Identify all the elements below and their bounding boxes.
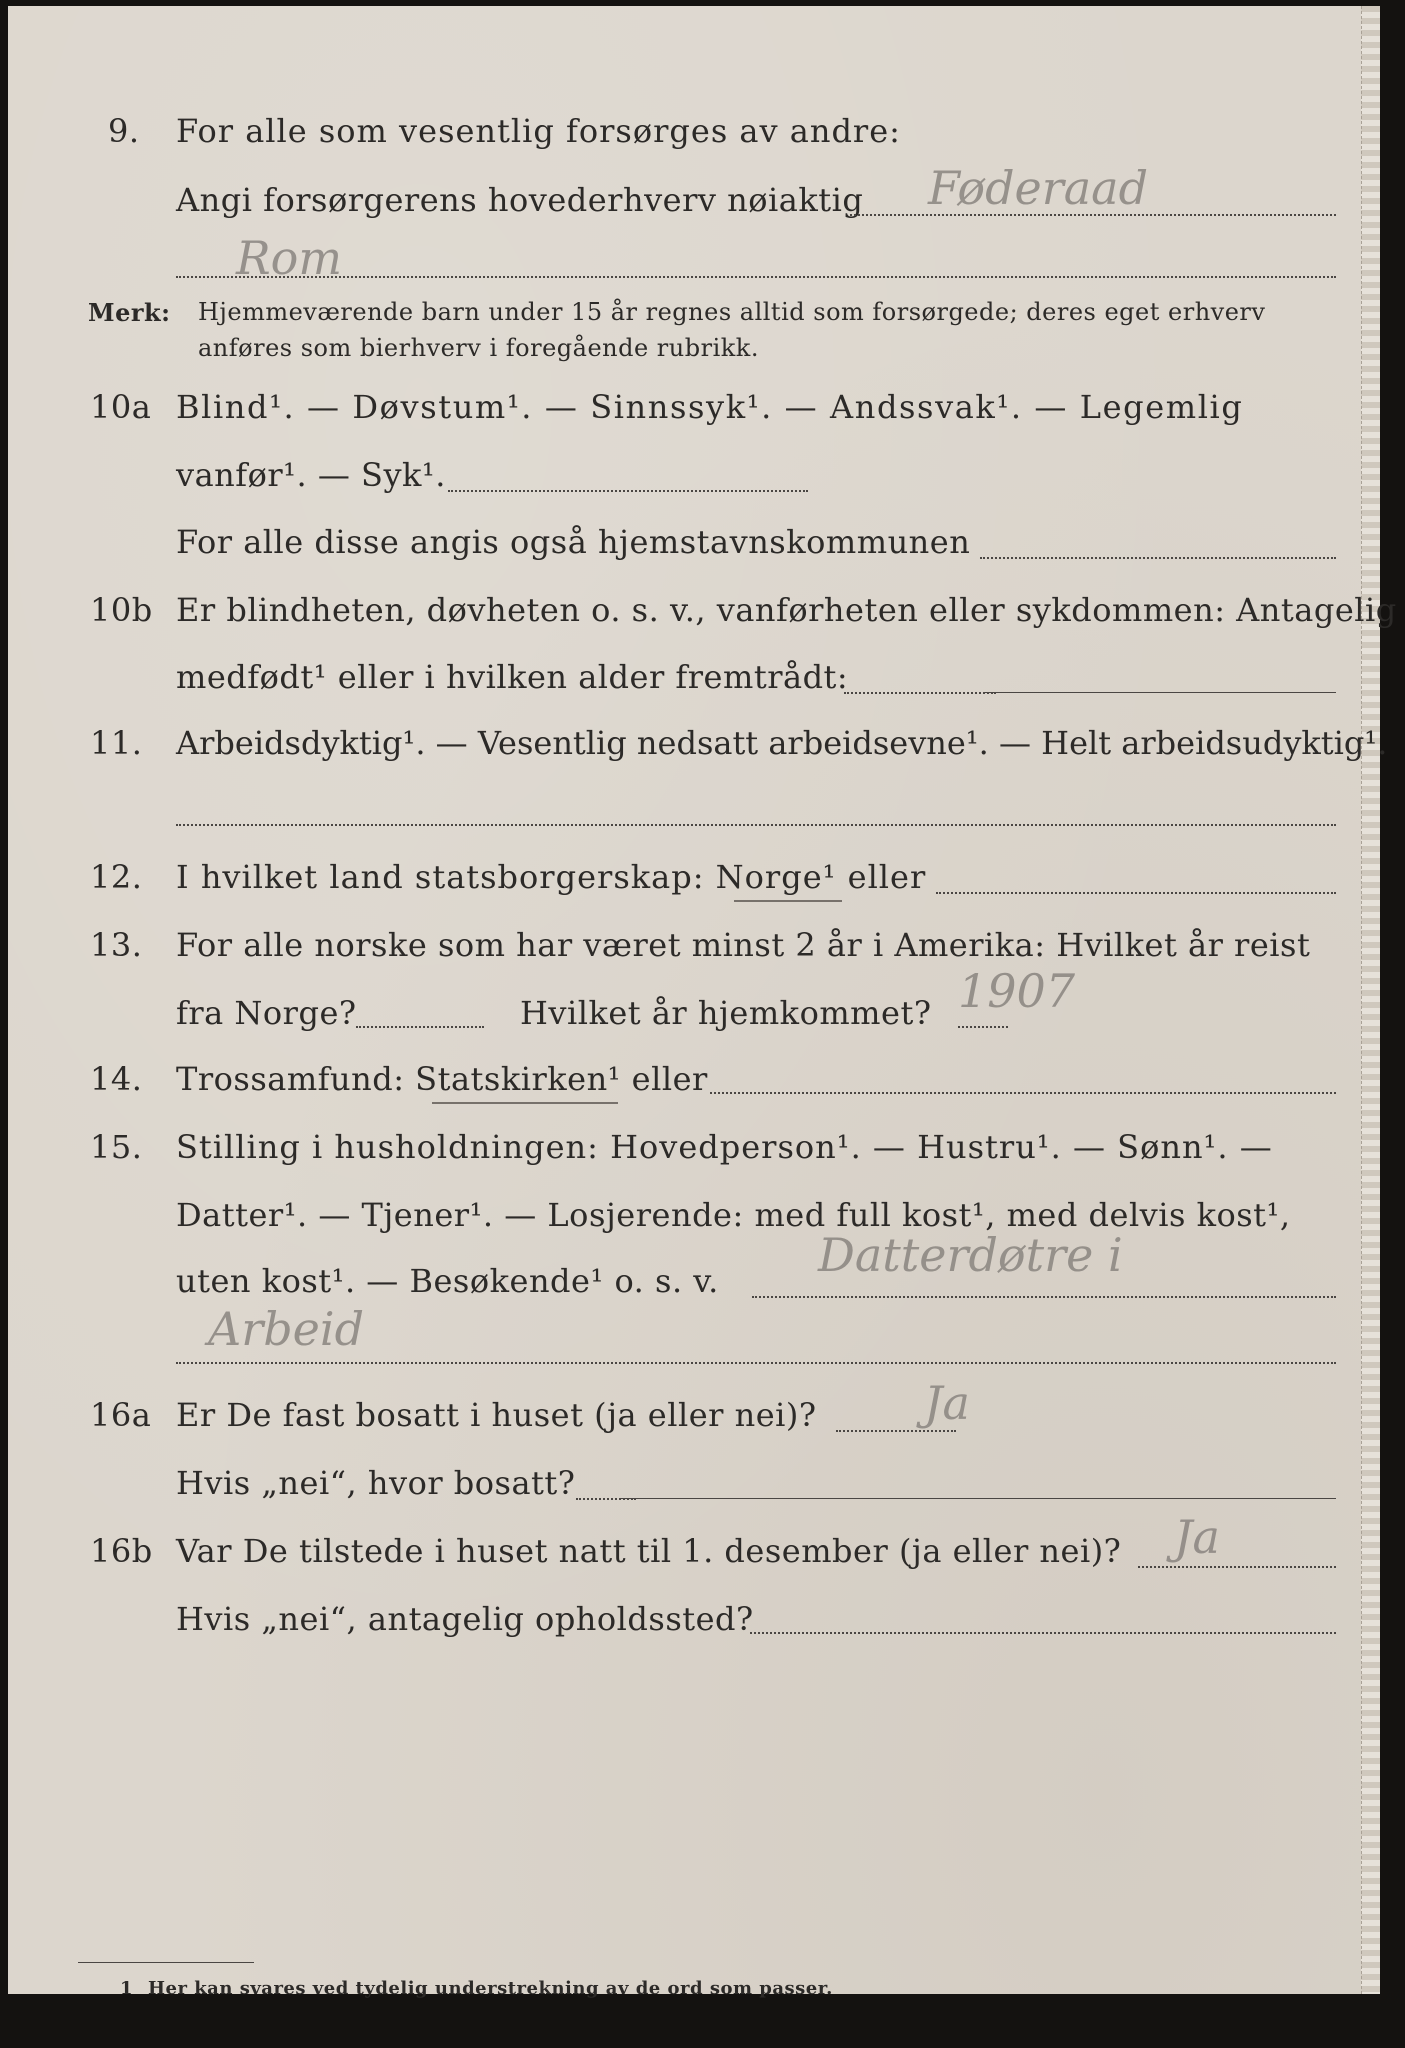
section-12-number: 12. bbox=[90, 858, 143, 896]
section-10b-answer-rule bbox=[984, 692, 1336, 693]
section-15-answer-line-1 bbox=[752, 1296, 1336, 1298]
section-9-line-2: Angi forsørgerens hovederhverv nøiaktig bbox=[176, 181, 864, 219]
section-16b-line-2: Hvis „nei“, antagelig opholdssted? bbox=[176, 1600, 754, 1638]
footnote-rule bbox=[78, 1962, 254, 1963]
section-15-line-2: Datter¹. — Tjener¹. — Losjerende: med full kost¹, med delvis kost¹, bbox=[176, 1196, 1291, 1234]
section-16a-line-2: Hvis „nei“, hvor bosatt? bbox=[176, 1464, 576, 1502]
section-15-handwriting-2: Arbeid bbox=[208, 1302, 365, 1356]
section-10a-number: 10a bbox=[90, 388, 152, 426]
norge-underline bbox=[734, 900, 842, 902]
section-14-number: 14. bbox=[90, 1060, 143, 1098]
section-9-line-1: For alle som vesentlig forsørges av andre: bbox=[176, 112, 901, 150]
section-13-line-1: For alle norske som har været minst 2 år i Amerika: Hvilket år reist bbox=[176, 926, 1311, 964]
section-11-number: 11. bbox=[90, 724, 143, 762]
section-13-line-2b: Hvilket år hjemkommet? bbox=[520, 994, 932, 1032]
section-13-line-2a: fra Norge? bbox=[176, 994, 357, 1032]
perforated-edge bbox=[1361, 6, 1380, 1994]
section-10b-line-2: medfødt¹ eller i hvilken alder fremtrådt: bbox=[176, 658, 849, 696]
section-16a-number: 16a bbox=[90, 1396, 152, 1434]
statskirken-underline bbox=[432, 1102, 618, 1104]
section-12-answer-line bbox=[936, 892, 1336, 894]
section-15-line-1: Stilling i husholdningen: Hovedperson¹. — Hustru¹. — Sønn¹. — bbox=[176, 1128, 1273, 1166]
section-10a-answer-line-1 bbox=[448, 490, 808, 492]
section-10b-answer-line bbox=[844, 692, 996, 694]
section-10a-answer-line-2 bbox=[980, 557, 1336, 559]
section-10a-line-3: For alle disse angis også hjemstavnskommunen bbox=[176, 523, 971, 561]
census-form-page bbox=[8, 6, 1397, 1999]
section-13-reist-answer-line bbox=[356, 1026, 484, 1028]
footnote-text: Her kan svares ved tydelig understrekning av de ord som passer. bbox=[148, 1978, 833, 1999]
section-12-line-1: I hvilket land statsborgerskap: Norge¹ eller bbox=[176, 858, 927, 896]
section-10a-line-2: vanfør¹. — Syk¹. bbox=[176, 456, 446, 494]
section-16a-answer-rule bbox=[620, 1498, 1336, 1499]
merk-line-1: Hjemmeværende barn under 15 år regnes alltid som forsørgede; deres eget erhverv bbox=[198, 298, 1266, 326]
section-11-answer-line bbox=[176, 824, 1336, 826]
section-10b-number: 10b bbox=[90, 591, 153, 629]
section-10b-line-1: Er blindheten, døvheten o. s. v., vanførheten eller sykdommen: Antagelig bbox=[176, 591, 1397, 629]
merk-line-2: anføres som bierhverv i foregående rubrikk. bbox=[198, 334, 759, 362]
section-13-handwriting: 1907 bbox=[958, 964, 1076, 1018]
section-14-answer-line bbox=[710, 1092, 1336, 1094]
merk-label: Merk: bbox=[88, 298, 171, 327]
section-10a-line-1: Blind¹. — Døvstum¹. — Sinnssyk¹. — Andssvak¹. — Legemlig bbox=[176, 388, 1244, 426]
section-9-answer-line-2 bbox=[176, 276, 1336, 278]
section-11-line-1: Arbeidsdyktig¹. — Vesentlig nedsatt arbeidsevne¹. — Helt arbeidsudyktig¹. bbox=[176, 724, 1388, 762]
section-16b-line-1: Var De tilstede i huset natt til 1. desember (ja eller nei)? bbox=[176, 1532, 1122, 1570]
section-9-handwriting-2: Rom bbox=[236, 231, 342, 285]
section-15-line-3: uten kost¹. — Besøkende¹ o. s. v. bbox=[176, 1262, 719, 1300]
section-15-number: 15. bbox=[90, 1128, 143, 1166]
section-16b-answer-line-2 bbox=[750, 1632, 1336, 1634]
section-9-number: 9. bbox=[108, 112, 140, 150]
section-16b-number: 16b bbox=[90, 1532, 153, 1570]
section-13-number: 13. bbox=[90, 926, 143, 964]
footnote-mark: 1 bbox=[120, 1978, 134, 1999]
section-15-handwriting-1: Datterdøtre i bbox=[818, 1228, 1123, 1282]
section-13-hjemkommet-answer-line bbox=[958, 1026, 1008, 1028]
section-14-line-1: Trossamfund: Statskirken¹ eller bbox=[176, 1060, 708, 1098]
section-9-handwriting-1: Føderaad bbox=[928, 161, 1149, 215]
section-16a-answer-line-1 bbox=[836, 1430, 956, 1432]
section-16a-handwriting: Ja bbox=[924, 1376, 970, 1430]
section-16b-answer-line-1 bbox=[1138, 1566, 1336, 1568]
section-16b-handwriting: Ja bbox=[1174, 1510, 1220, 1564]
section-15-answer-line-2 bbox=[176, 1362, 1336, 1364]
section-16a-line-1: Er De fast bosatt i huset (ja eller nei)? bbox=[176, 1396, 817, 1434]
